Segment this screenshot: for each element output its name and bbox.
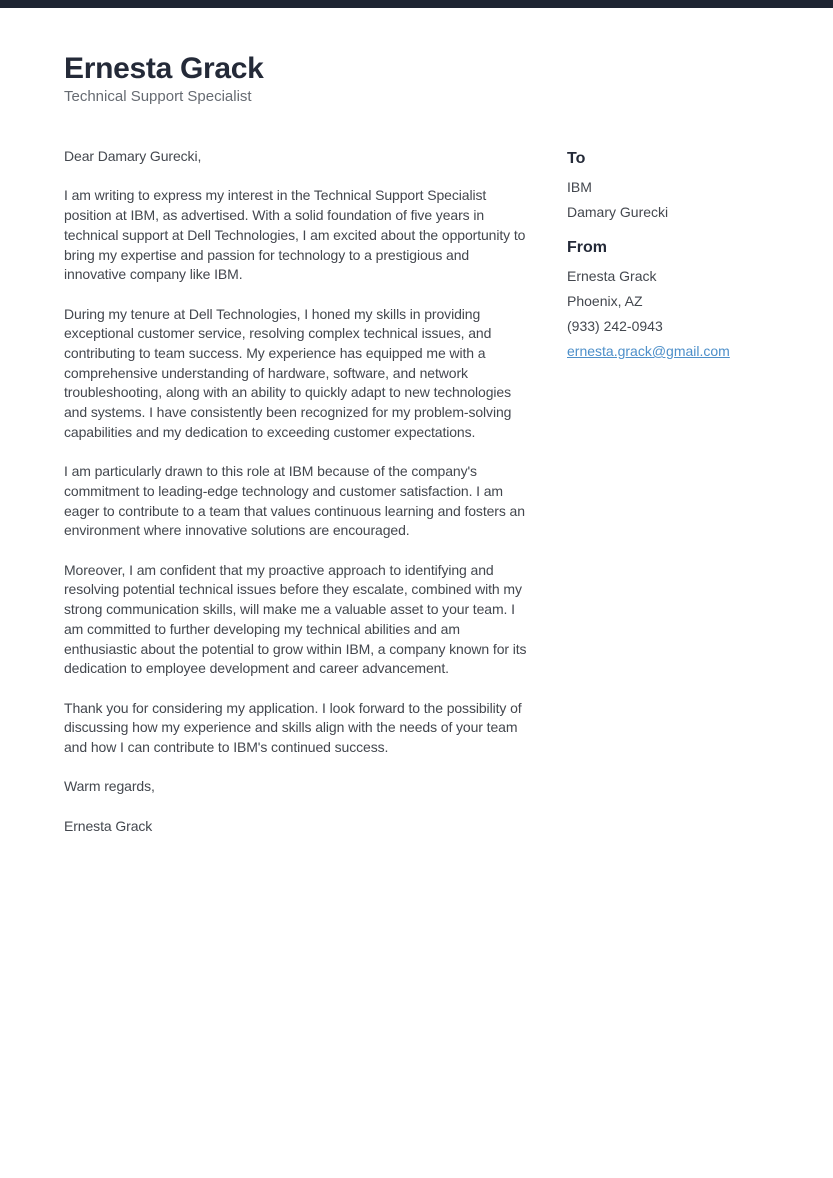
letter-paragraph: Moreover, I am confident that my proactive approach to identifying and resolving potential technical issues before they escalate, combined with my strong communication skills, will make me a valuable asset to your team. I am committed to further developing my technical abilities and am enthusiastic about the potential to grow within IBM, a company known for its dedication to employee development and career advancement. bbox=[64, 561, 527, 677]
to-heading: To bbox=[567, 150, 586, 167]
greeting: Dear Damary Gurecki, bbox=[64, 148, 202, 164]
recipient-sender-panel bbox=[567, 147, 802, 368]
letter-paragraph: Thank you for considering my application. I look forward to the possibility of discussing how my experience and skills align with the needs of your team and how I can contribute to IBM's continued success. bbox=[64, 699, 522, 756]
letter-header bbox=[0, 8, 833, 106]
top-accent-bar bbox=[0, 0, 833, 8]
to-section bbox=[567, 149, 802, 221]
signature: Ernesta Grack bbox=[64, 817, 153, 834]
sender-location: Phoenix, AZ bbox=[567, 293, 643, 309]
sender-name: Ernesta Grack bbox=[567, 268, 657, 284]
page-title: Ernesta Grack bbox=[64, 52, 264, 85]
letter-paragraph: I am writing to express my interest in the Technical Support Specialist position at IBM, as advertised. With a solid foundation of five years in technical support at Dell Technologies, I am excited about the opportunity to bring my expertise and passion for technology to a prestigious and innovative company like IBM. bbox=[64, 187, 526, 283]
letter-paragraph: I am particularly drawn to this role at IBM because of the company's commitment to leading-edge technology and customer satisfaction. I am eager to contribute to a team that values continuous learning and fosters an environment where innovative solutions are encouraged. bbox=[64, 463, 525, 539]
email-link[interactable]: ernesta.grack@gmail.com bbox=[567, 343, 730, 359]
from-section bbox=[567, 238, 802, 360]
recipient-name: Damary Gurecki bbox=[567, 204, 669, 220]
letter-content bbox=[0, 147, 833, 837]
letter-body bbox=[64, 147, 534, 837]
letter-paragraph: During my tenure at Dell Technologies, I honed my skills in providing exceptional customer service, resolving complex technical issues, and contributing to team success. My experience has equipped me with a comprehensive understanding of hardware, software, and network troubleshooting, along with an ability to quickly adapt to new technologies and systems. I have consistently been recognized for my problem-solving capabilities and my dedication to exceeding customer expectations. bbox=[64, 305, 512, 440]
from-heading: From bbox=[567, 239, 607, 256]
closing: Warm regards, bbox=[64, 778, 155, 795]
recipient-company: IBM bbox=[567, 179, 592, 195]
job-title: Technical Support Specialist bbox=[64, 88, 252, 105]
sender-phone: (933) 242-0943 bbox=[567, 318, 663, 334]
